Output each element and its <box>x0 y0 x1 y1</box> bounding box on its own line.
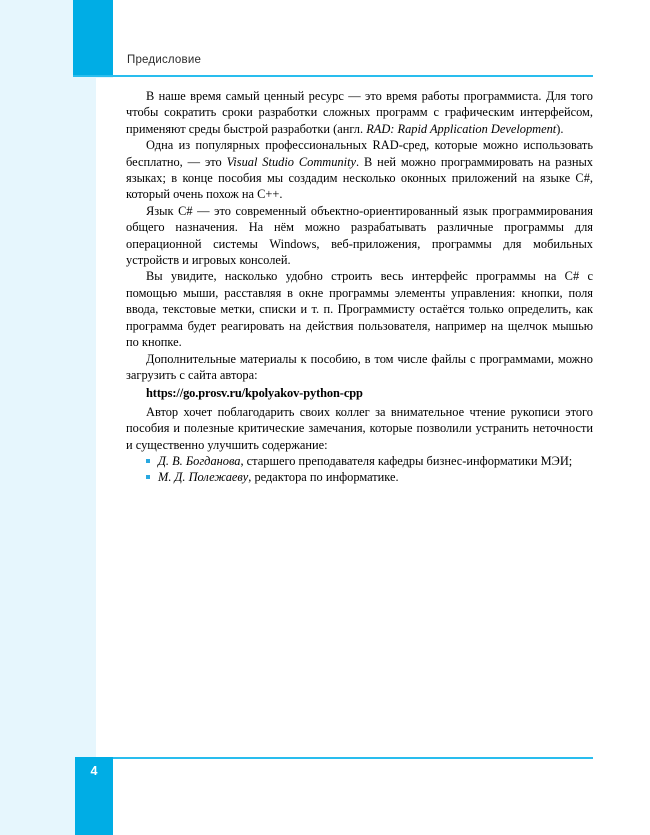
paragraph-1-run-2-italic: RAD: Rapid Application Development <box>366 121 557 136</box>
paragraph-1-run-1: В наше время самый ценный ресурс — это время работы программиста. Для того чтобы сократить сроки разработки сложных программ с графическим интерфейсом, применяют среды быстрой разработки (англ. <box>126 89 593 136</box>
paragraph-4: Вы увидите, насколько удобно строить весь интерфейс программы на C# с помощью мыши, расставляя в окне программы элементы управления: кнопки, поля ввода, текстовые метки, списки и т. п. Программисту остаётся только определить, как программа будет реагировать на действия пользователя, например на щелчок мышью по кнопке. <box>126 269 593 350</box>
bullet-icon <box>146 459 150 463</box>
header-accent-tab <box>73 0 113 77</box>
author-site-url[interactable]: https://go.prosv.ru/kpolyakov-python-cpp <box>146 386 363 401</box>
page-number: 4 <box>90 764 98 778</box>
paragraph-3: Язык C# — это современный объектно-ориентированный язык программирования общего назначения. На нём можно разрабатывать различные программы для операционной системы Windows, веб-приложения, программы для мобильных устройств и игровых консолей. <box>126 203 593 268</box>
header-divider-rule <box>73 75 593 77</box>
acknowledgements-list <box>126 453 593 486</box>
footer-accent-tab <box>75 757 113 835</box>
body-text-column <box>126 88 593 486</box>
bullet-icon <box>146 475 150 479</box>
acknowledgement-name: М. Д. Полежаеву <box>158 470 249 485</box>
paragraph-5: Дополнительные материалы к пособию, в том числе файлы с программами, можно загрузить с сайта автора: <box>126 351 593 382</box>
list-item <box>126 453 593 469</box>
acknowledgement-name: Д. В. Богданова <box>158 453 241 468</box>
acknowledgement-description: , старшего преподавателя кафедры бизнес-информатики МЭИ; <box>240 453 573 468</box>
acknowledgement-description: , редактора по информатике. <box>248 470 399 485</box>
footer-divider-rule <box>75 757 593 759</box>
paragraph-6: Автор хочет поблагодарить своих коллег за внимательное чтение рукописи этого пособия и полезные критические замечания, которые позволили устранить неточности и существенно улучшить содержание: <box>126 404 593 452</box>
running-head: Предисловие <box>127 54 202 66</box>
paragraph-1-run-3: ). <box>556 121 564 136</box>
paragraph-2-run-2-italic: Visual Studio Community <box>226 154 357 169</box>
list-item <box>126 469 593 485</box>
paragraph-2 <box>126 137 593 203</box>
page-margin-band <box>0 0 96 835</box>
paragraph-1 <box>126 88 593 137</box>
paragraph-2-run-1: Одна из популярных профессиональных RAD-сред, которые можно использовать бесплатно, — это <box>126 138 593 169</box>
paragraph-2-run-3: . В ней можно программировать на разных языках; в конце пособия мы создадим несколько оконных приложений на языке C#, который очень похож на C++. <box>126 154 593 202</box>
page-header <box>113 0 594 77</box>
